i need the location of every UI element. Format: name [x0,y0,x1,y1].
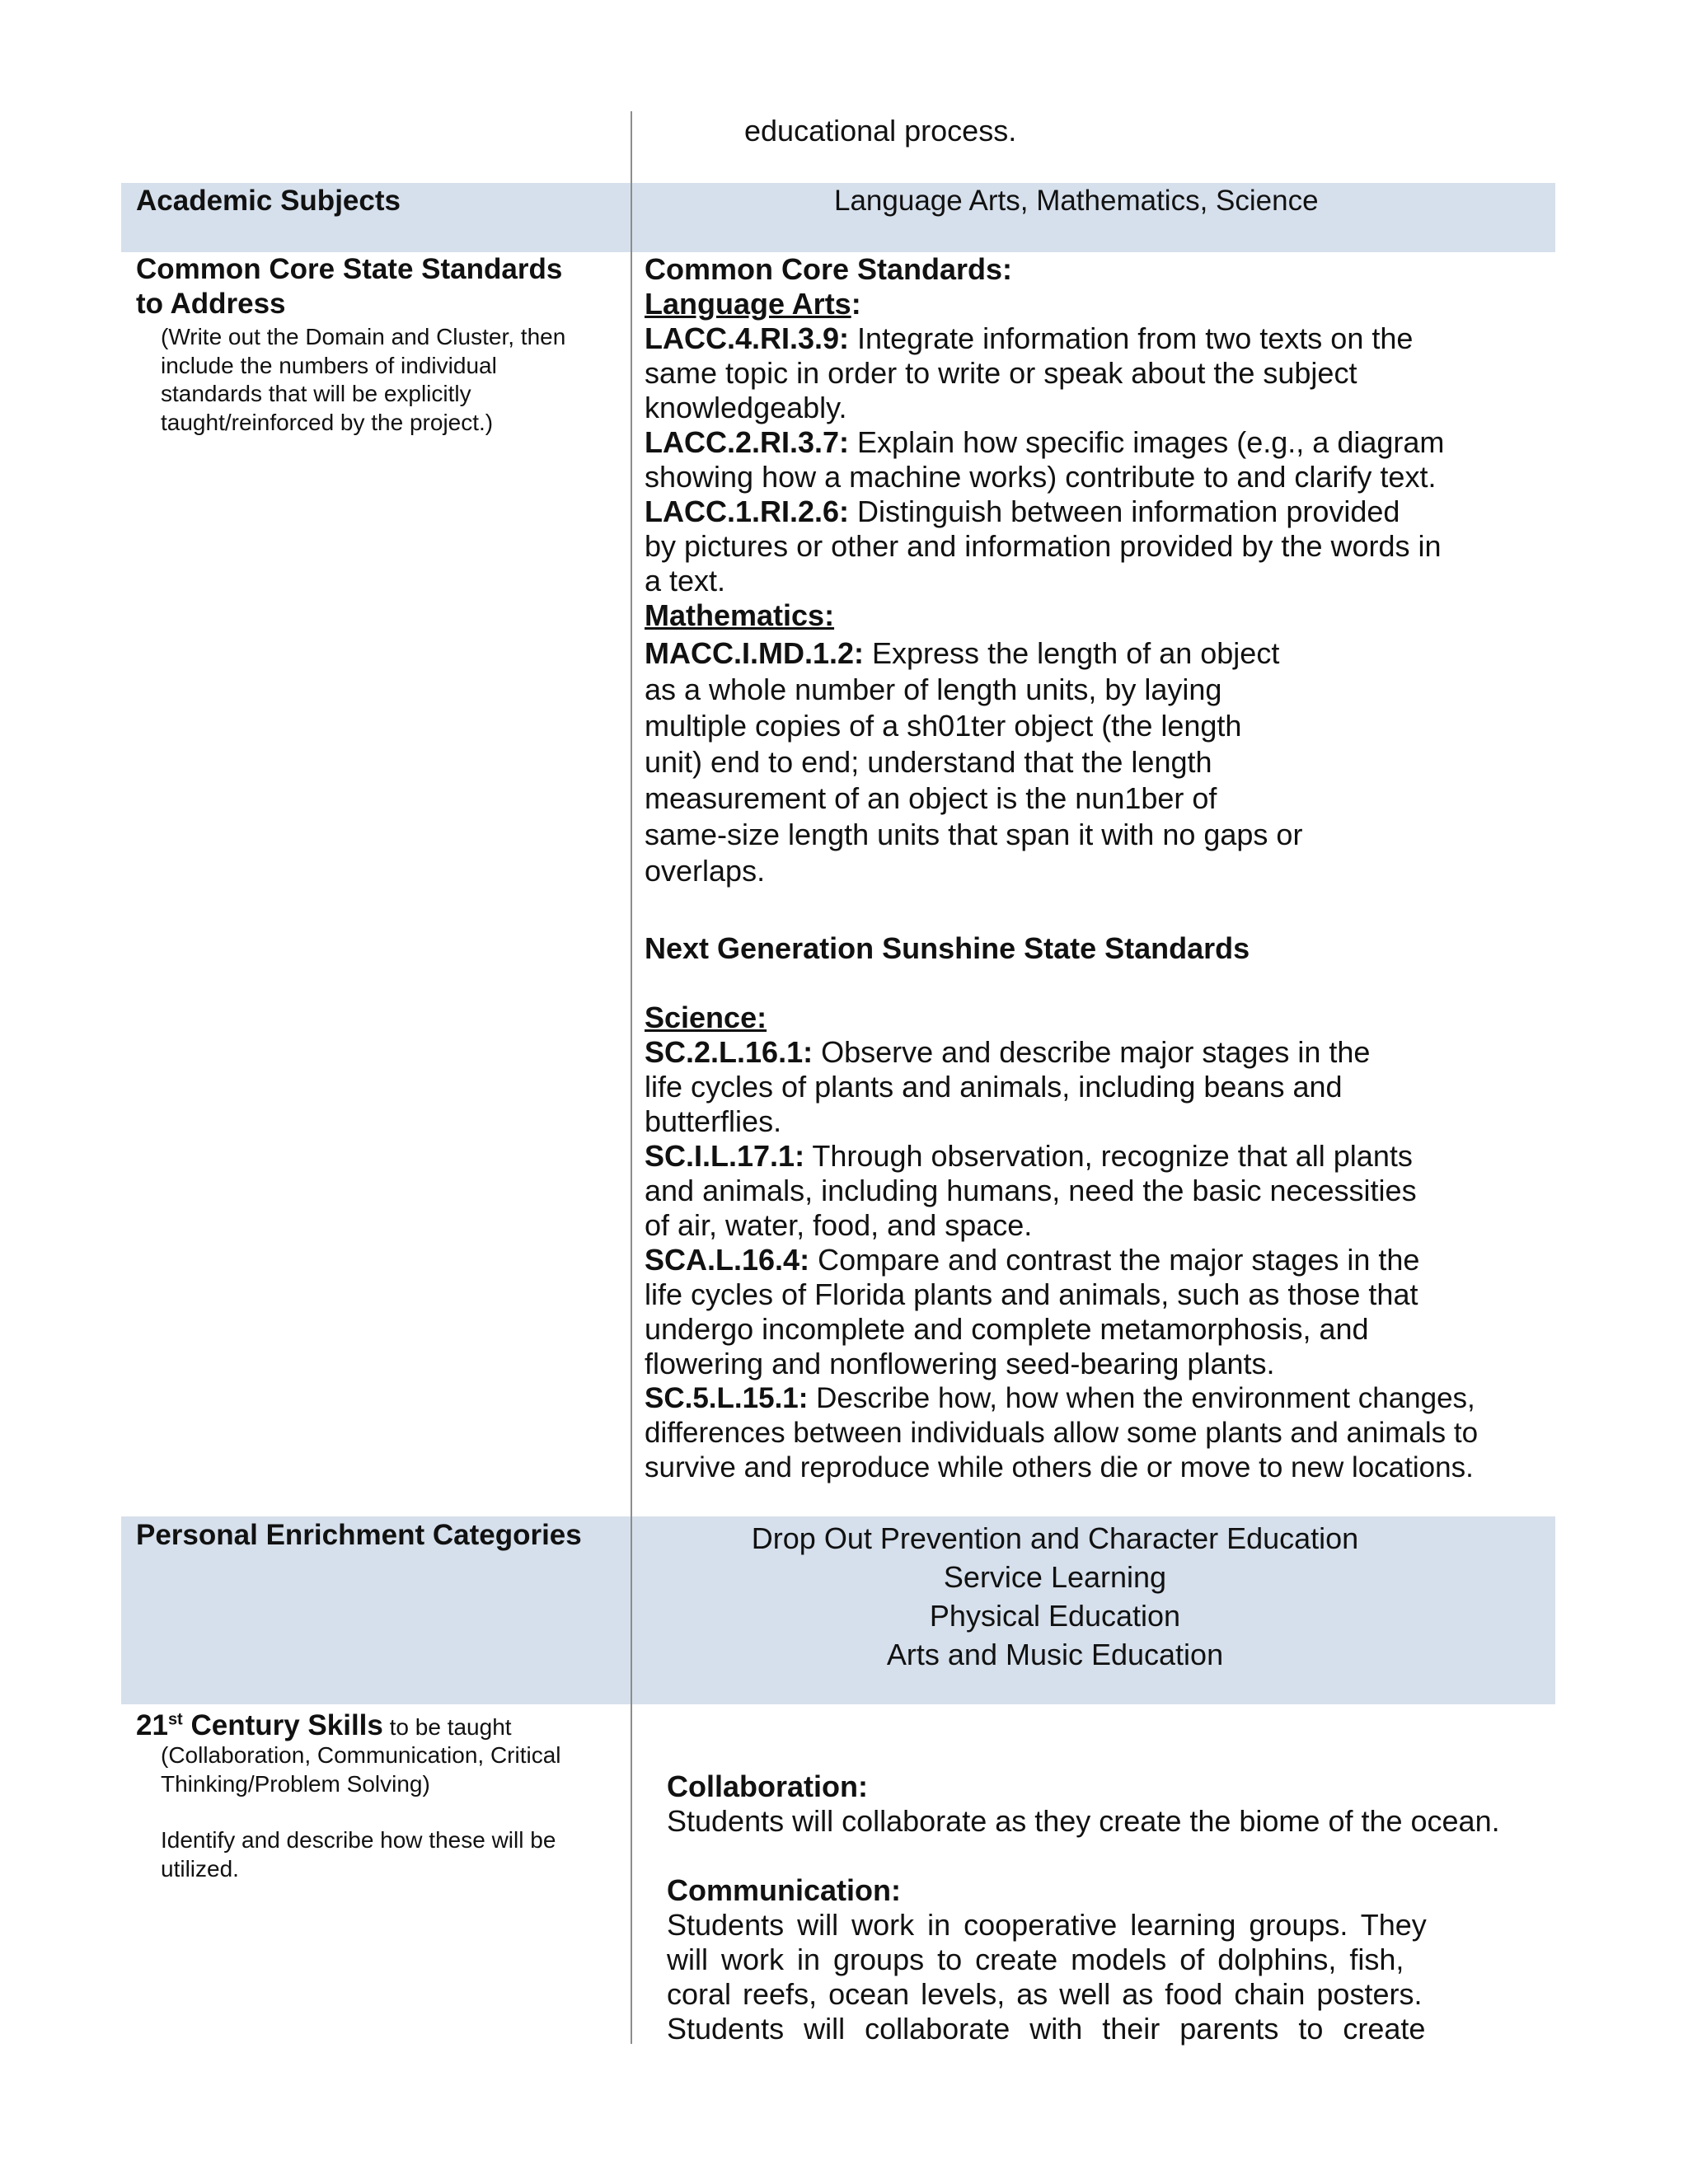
standard-code: MACC.I.MD.1.2: [645,636,865,670]
note-line: Thinking/Problem Solving) [161,1770,430,1797]
standard-text: knowledgeably. [645,391,847,424]
standard-text: showing how a machine works) contribute to and clarify text. [645,460,1437,494]
standard-code: SC.I.L.17.1: [645,1139,805,1173]
note-line: include the numbers of individual [161,352,497,378]
note-line: (Collaboration, Communication, Critical [161,1742,561,1768]
enrichment-item: Drop Out Prevention and Character Education [751,1521,1359,1555]
standard-code: LACC.1.RI.2.6: [645,494,850,528]
standard-text: Observe and describe major stages in the [813,1035,1371,1069]
standard-code: LACC.2.RI.3.7: [645,425,850,459]
enrichment-item: Physical Education [929,1599,1181,1633]
enrichment-item: Arts and Music Education [886,1638,1224,1671]
note-line: utilized. [161,1855,239,1882]
skills-content [667,1769,1500,2046]
standard-text: Express the length of an object [864,636,1280,670]
standard-text: survive and reproduce while others die or move to new locations. [645,1451,1474,1483]
standard-text: Explain how specific images (e.g., a diagram [849,425,1445,459]
common-core-heading: Common Core Standards: [645,252,1013,286]
standard-text: a text. [645,564,726,598]
skills-label-rest: to be taught [382,1714,512,1740]
communication-line: Students will collaborate with their parents to create [667,2012,1426,2046]
communication-line: will work in groups to create models of dolphins, fish, [667,1943,1404,1976]
standards-content [645,252,1444,633]
enrichment-label: Personal Enrichment Categories [136,1519,582,1551]
standard-code: LACC.4.RI.3.9: [645,321,850,355]
column-divider [631,111,632,2044]
colon: : [851,287,861,321]
science-standards [645,1001,1478,1485]
standard-text: unit) end to end; understand that the length [645,745,1212,779]
collaboration-text: Students will collaborate as they create the biome of the ocean. [667,1804,1500,1838]
standard-text: of air, water, food, and space. [645,1208,1033,1242]
standard-text: Through observation, recognize that all plants [804,1139,1413,1173]
standards-label-line2: to Address [136,288,286,320]
standard-text: multiple copies of a sh01ter object (the length [645,709,1242,743]
note-line [161,1798,561,1826]
standards-label [136,252,562,321]
continuation-text: educational process. [744,114,1017,148]
ngsss-heading: Next Generation Sunshine State Standards [645,931,1250,965]
communication-line: Students will work in cooperative learning groups. They [667,1908,1427,1942]
standard-text: as a whole number of length units, by laying [645,673,1222,706]
language-arts-heading: Language Arts [645,287,851,321]
standard-code: SCA.L.16.4: [645,1243,810,1277]
standard-text: differences between individuals allow some plants and animals to [645,1417,1479,1449]
skills-label [136,1709,512,1742]
skills-note [161,1741,561,1883]
standard-text: by pictures or other and information provided by the words in [645,529,1442,563]
enrichment-item: Service Learning [943,1560,1167,1594]
communication-line: coral reefs, ocean levels, as well as food chain posters. [667,1977,1423,2011]
skills-label-bold: Century Skills [182,1709,383,1741]
standard-text: butterflies. [645,1104,782,1138]
academic-subjects-label: Academic Subjects [136,185,401,217]
mathematics-heading: Mathematics: [645,598,835,632]
standard-code: SC.5.L.15.1: [645,1382,809,1414]
standard-text: same-size length units that span it with no gaps or [645,818,1303,851]
standard-code: SC.2.L.16.1: [645,1035,814,1069]
math-standard [645,635,1302,889]
standards-label-line1: Common Core State Standards [136,253,563,285]
standard-text: same topic in order to write or speak about the subject [645,356,1357,390]
standard-text: life cycles of plants and animals, including beans and [645,1070,1343,1104]
standard-text: overlaps. [645,854,766,888]
note-line: taught/reinforced by the project.) [161,409,494,435]
note-line: Identify and describe how these will be [161,1827,556,1853]
standard-text: Distinguish between information provided [849,494,1400,528]
communication-heading: Communication: [667,1873,901,1907]
standard-text: Integrate information from two texts on the [849,321,1414,355]
note-line: (Write out the Domain and Cluster, then [161,324,566,349]
note-line: standards that will be explicitly [161,381,471,406]
standard-text: flowering and nonflowering seed-bearing plants. [645,1347,1275,1380]
standard-text: undergo incomplete and complete metamorphosis, and [645,1312,1369,1346]
skills-label-num: 21 [136,1709,168,1741]
standard-text: measurement of an object is the nun1ber of [645,781,1217,815]
standard-text: Describe how, how when the environment changes, [808,1382,1475,1414]
standard-text: and animals, including humans, need the basic necessities [645,1174,1417,1207]
standard-text: life cycles of Florida plants and animals, such as those that [645,1277,1418,1311]
science-heading: Science: [645,1001,767,1034]
collaboration-heading: Collaboration: [667,1769,868,1803]
academic-subjects-value: Language Arts, Mathematics, Science [834,185,1319,217]
skills-label-sup: st [167,1710,183,1729]
enrichment-list [725,1519,1385,1674]
standards-note [161,323,565,437]
standard-text: Compare and contrast the major stages in the [809,1243,1420,1277]
